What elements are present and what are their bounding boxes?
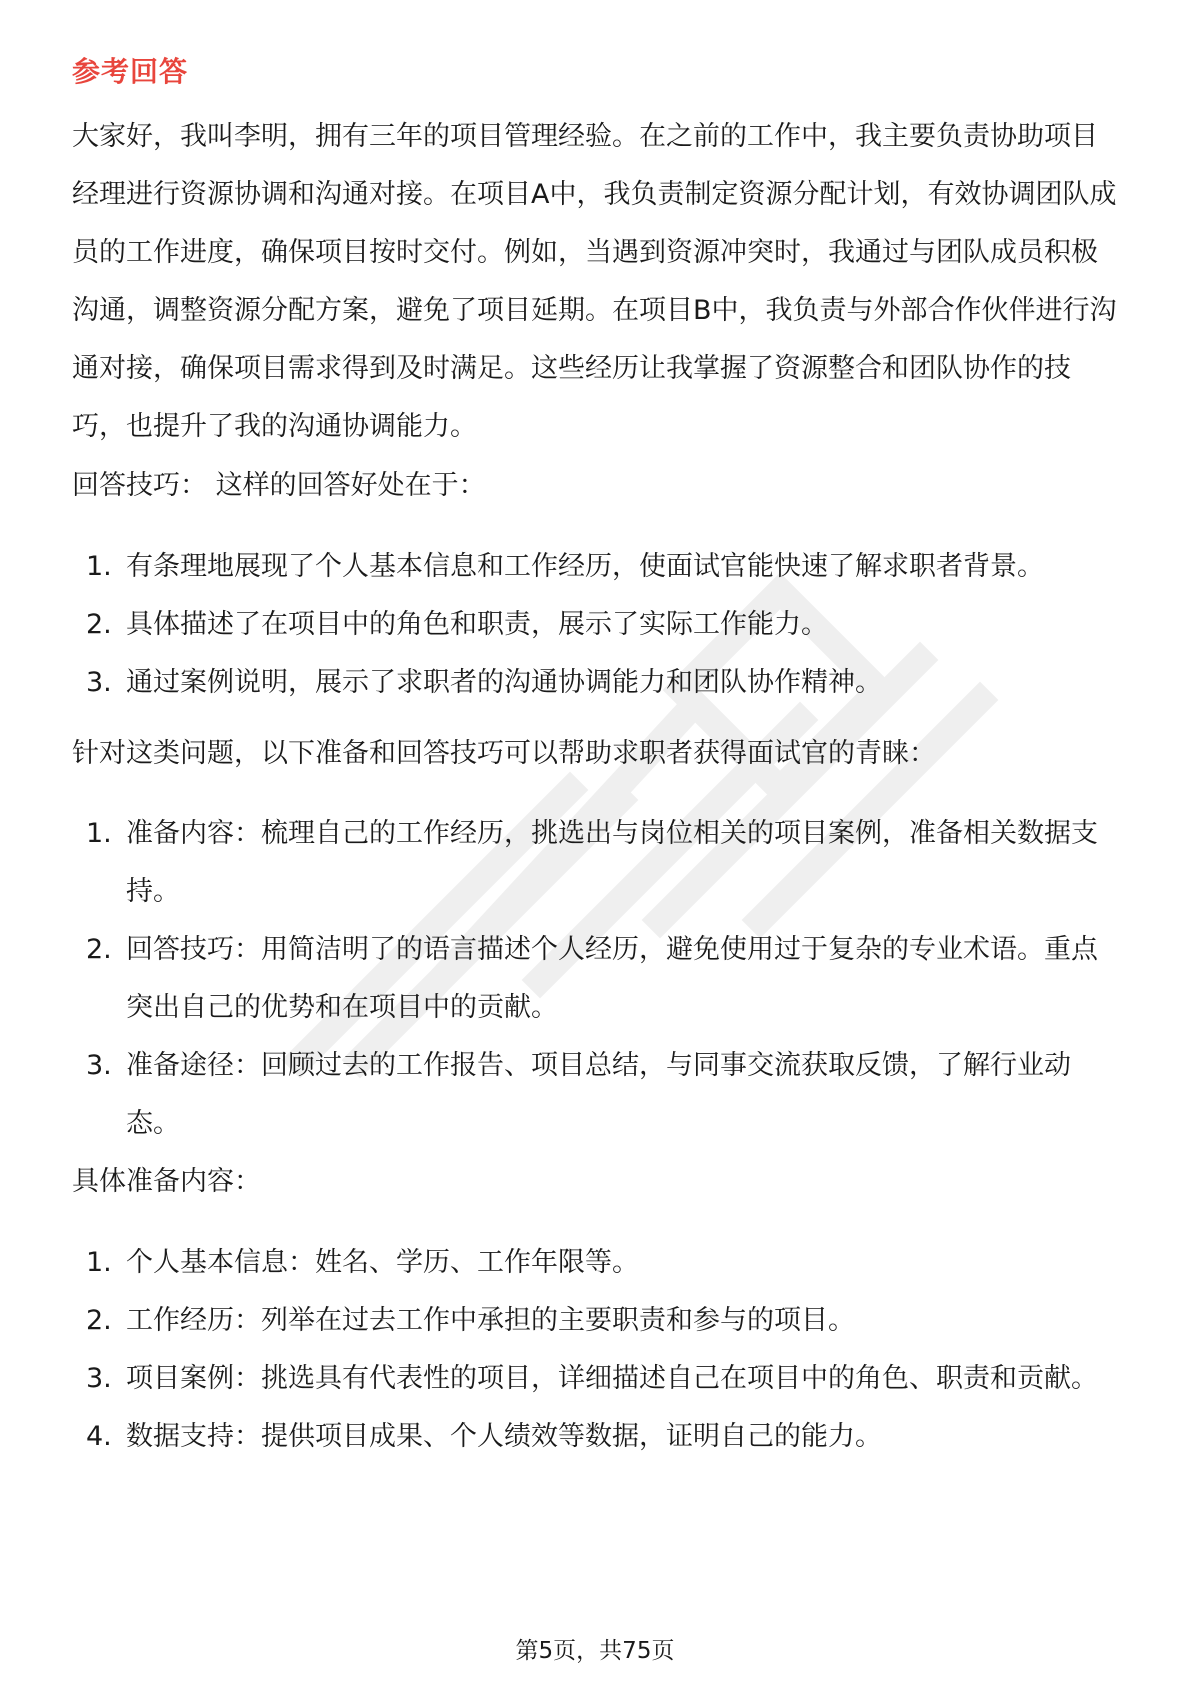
prep-intro: 针对这类问题，以下准备和回答技巧可以帮助求职者获得面试官的青睐： <box>72 738 936 769</box>
list-number: 2. <box>86 1305 112 1336</box>
list-item <box>72 1408 1122 1466</box>
list-text: 通过案例说明，展示了求职者的沟通协调能力和团队协作精神。 <box>126 667 882 698</box>
list-text: 准备内容：梳理自己的工作经历，挑选出与岗位相关的项目案例，准备相关数据支持。 <box>126 818 1098 907</box>
list-text: 有条理地展现了个人基本信息和工作经历，使面试官能快速了解求职者背景。 <box>126 551 1044 582</box>
list-text: 回答技巧：用简洁明了的语言描述个人经历，避免使用过于复杂的专业术语。重点突出自己的优势和在项目中的贡献。 <box>126 934 1098 1023</box>
list-item <box>72 1234 1122 1292</box>
list-item <box>72 1292 1122 1350</box>
section-heading: 参考回答 <box>72 55 189 88</box>
list-item <box>72 805 1122 921</box>
list-text: 项目案例：挑选具有代表性的项目，详细描述自己在项目中的角色、职责和贡献。 <box>126 1363 1098 1394</box>
list-item <box>72 1037 1122 1153</box>
list-number: 4. <box>86 1421 112 1452</box>
list-text: 具体描述了在项目中的角色和职责，展示了实际工作能力。 <box>126 609 828 640</box>
list-number: 3. <box>86 1050 112 1081</box>
list-number: 2. <box>86 609 112 640</box>
list-number: 2. <box>86 934 112 965</box>
tips-list <box>72 538 1122 712</box>
list-item <box>72 596 1122 654</box>
list-item <box>72 1350 1122 1408</box>
list-number: 1. <box>86 818 112 849</box>
prep-list <box>72 805 1122 1153</box>
list-text: 个人基本信息：姓名、学历、工作年限等。 <box>126 1247 639 1278</box>
list-text: 数据支持：提供项目成果、个人绩效等数据，证明自己的能力。 <box>126 1421 882 1452</box>
answer-paragraph: 大家好，我叫李明，拥有三年的项目管理经验。在之前的工作中，我主要负责协助项目经理进行资源协调和沟通对接。在项目A中，我负责制定资源分配计划，有效协调团队成员的工作进度，确保项目按时交付。例如，当遇到资源冲突时，我通过与团队成员积极沟通，调整资源分配方案，避免了项目延期。在项目B中，我负责与外部合作伙伴进行沟通对接，确保项目需求得到及时满足。这些经历让我掌握了资源整合和团队协作的技巧，也提升了我的沟通协调能力。 <box>72 121 1117 442</box>
list-number: 3. <box>86 667 112 698</box>
list-text: 准备途径：回顾过去的工作报告、项目总结，与同事交流获取反馈，了解行业动态。 <box>126 1050 1071 1139</box>
list-item <box>72 921 1122 1037</box>
tips-intro: 回答技巧： 这样的回答好处在于： <box>72 470 486 501</box>
list-number: 1. <box>86 551 112 582</box>
list-number: 3. <box>86 1363 112 1394</box>
list-item <box>72 538 1122 596</box>
content-intro: 具体准备内容： <box>72 1166 261 1197</box>
content-list <box>72 1234 1122 1466</box>
page-footer: 第5页，共75页 <box>515 1638 675 1664</box>
list-item <box>72 654 1122 712</box>
list-number: 1. <box>86 1247 112 1278</box>
list-text: 工作经历：列举在过去工作中承担的主要职责和参与的项目。 <box>126 1305 855 1336</box>
